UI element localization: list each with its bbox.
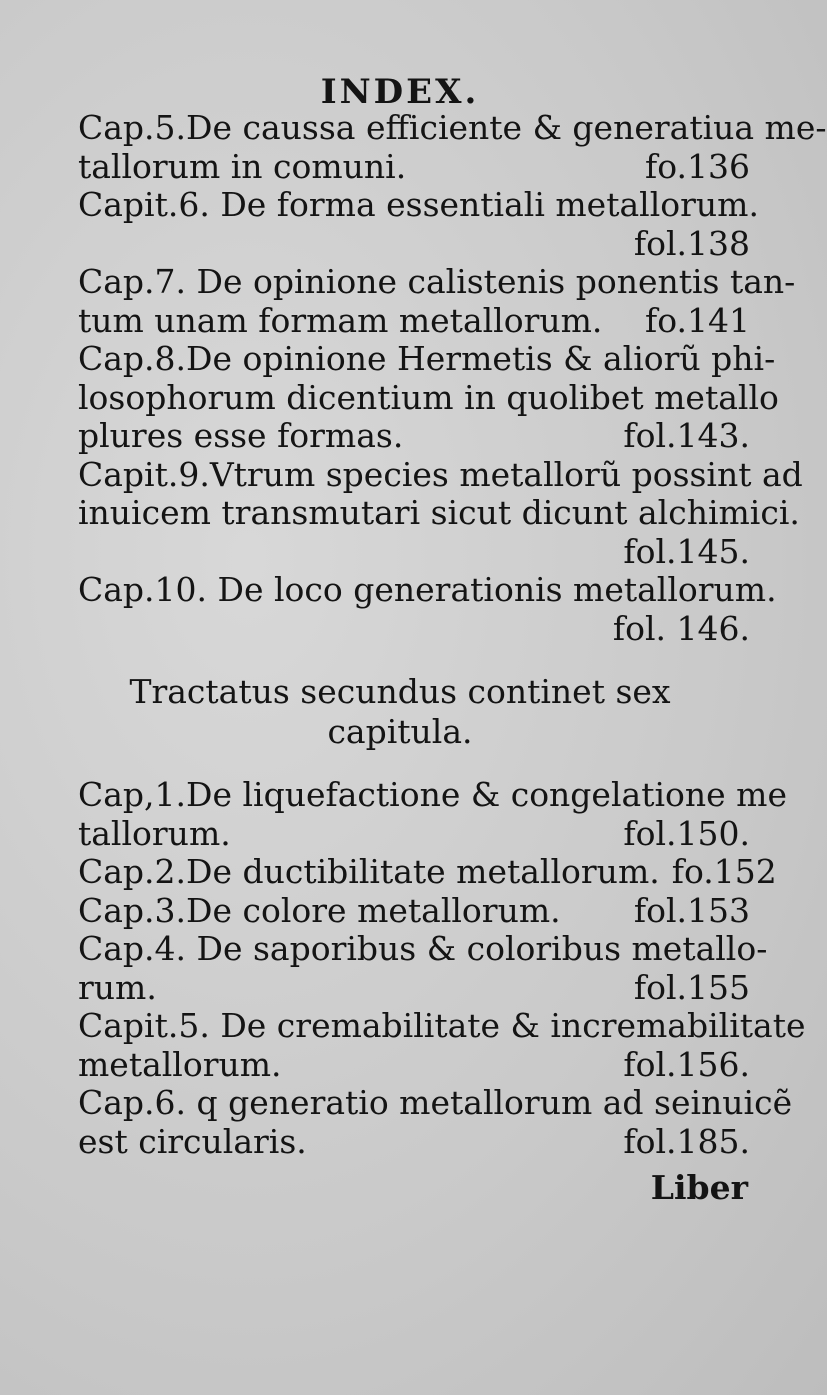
index-line bbox=[78, 532, 750, 572]
index-line bbox=[78, 493, 800, 533]
index-line bbox=[78, 454, 803, 495]
index-line bbox=[78, 1122, 750, 1162]
entry-text: losophorum dicentium in quolibet metallo bbox=[78, 377, 779, 417]
folio-reference: fol.155 bbox=[633, 967, 750, 1007]
entry-text: Cap.3.De colore metallorum. bbox=[78, 890, 561, 930]
folio-reference: fo.136 bbox=[645, 146, 750, 186]
index-line bbox=[78, 262, 796, 302]
index-line bbox=[78, 1045, 750, 1085]
entry-text: Cap.8.De opinione Hermetis & aliorũ phi- bbox=[78, 339, 776, 378]
index-line bbox=[78, 814, 750, 854]
index-line bbox=[78, 968, 750, 1008]
folio-reference: fol.153 bbox=[633, 890, 750, 930]
entry-text: Cap.6. q generatio metallorum ad seinuicẽ bbox=[78, 1083, 793, 1122]
entry-text: Cap.4. De saporibus & coloribus metallo- bbox=[78, 929, 768, 968]
folio-reference: fol.185. bbox=[623, 1121, 750, 1161]
index-line bbox=[78, 416, 750, 456]
index-line bbox=[78, 775, 787, 815]
folio-reference: fol.156. bbox=[623, 1044, 750, 1084]
entry-text: Capit.5. De cremabilitate & incremabilitate bbox=[78, 1006, 806, 1045]
index-line bbox=[78, 929, 768, 969]
entry-text: Cap,1.De liquefactione & congelatione me bbox=[78, 775, 787, 814]
index-line bbox=[78, 1006, 806, 1046]
folio-reference: fol.150. bbox=[623, 813, 750, 853]
entry-text: inuicem transmutari sicut dicunt alchimici. bbox=[78, 493, 800, 532]
index-line bbox=[78, 224, 750, 264]
index-line bbox=[78, 1083, 793, 1123]
index-line bbox=[78, 609, 750, 649]
entry-text: Cap.5.De caussa efficiente & generatiua me- bbox=[78, 108, 827, 147]
folio-reference: fol.138 bbox=[633, 223, 750, 263]
entry-text: tum unam formam metallorum. bbox=[78, 300, 603, 340]
entry-text: tallorum. bbox=[78, 813, 231, 853]
index-line bbox=[78, 891, 750, 931]
entry-text: Cap.7. De opinione calistenis ponentis tan- bbox=[78, 262, 796, 301]
folio-reference: fol.145. bbox=[623, 531, 750, 571]
index-line bbox=[78, 108, 827, 148]
index-line bbox=[78, 570, 777, 610]
index-line bbox=[78, 339, 776, 379]
catchword: Liber bbox=[650, 1168, 748, 1207]
index-line bbox=[78, 377, 779, 418]
page-header: INDEX. bbox=[320, 72, 480, 112]
folio-reference: fo.141 bbox=[645, 300, 750, 340]
entry-text: metallorum. bbox=[78, 1044, 282, 1084]
entry-text: tallorum in comuni. bbox=[78, 146, 407, 186]
folio-reference: fo.152 bbox=[671, 852, 777, 891]
index-line bbox=[78, 147, 750, 187]
entry-text: rum. bbox=[78, 967, 157, 1007]
section-heading-line-2: capitula. bbox=[327, 712, 473, 751]
entry-text: Capit.6. De forma essentiali metallorum. bbox=[78, 185, 759, 224]
entry-text: Capit.9.Vtrum species metallorũ possint ad bbox=[78, 454, 803, 494]
entry-text: plures esse formas. bbox=[78, 416, 404, 455]
entry-text: Cap.10. De loco generationis metallorum. bbox=[78, 570, 777, 609]
folio-reference: fol. 146. bbox=[612, 608, 750, 648]
index-line bbox=[78, 301, 750, 341]
index-line bbox=[78, 185, 759, 225]
index-line bbox=[78, 852, 777, 892]
section-heading-line-1: Tractatus secundus continet sex bbox=[129, 672, 671, 711]
entry-text: est circularis. bbox=[78, 1121, 307, 1161]
entry-text: Cap.2.De ductibilitate metallorum. bbox=[78, 852, 660, 891]
folio-reference: fol.143. bbox=[623, 416, 750, 455]
